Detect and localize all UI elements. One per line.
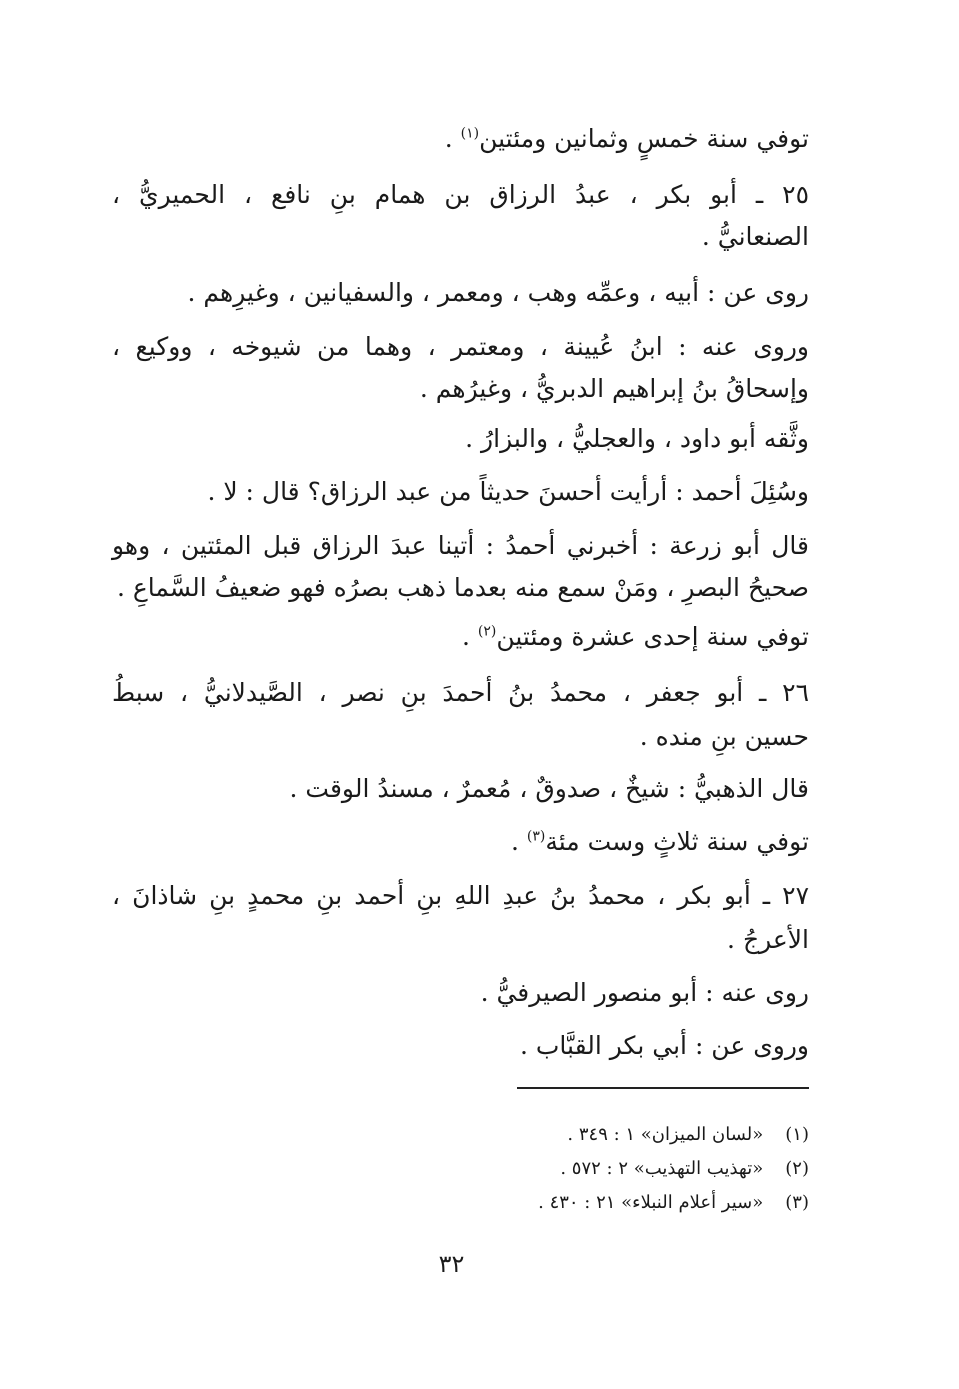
page-number: ٣٢ bbox=[438, 1250, 465, 1278]
text-line: توفي سنة إحدى عشرة ومئتين$^{(٢)}$ . bbox=[461, 622, 809, 651]
text-line: توفي سنة ثلاثٍ وست مئة$^{(٣)}$ . bbox=[510, 827, 809, 856]
text-line: وسُئِلَ أحمد : أرأيت أحسنَ حديثاً من عبد الرزاق؟ قال : لا . bbox=[207, 477, 809, 506]
text-line: وروى عن : أبي بكر القبَّاب . bbox=[520, 1031, 809, 1060]
text-line: قال الذهبيُّ : شيخٌ ، صدوقٌ ، مُعمرٌ ، مسندُ الوقت . bbox=[289, 774, 809, 803]
text-line: حسين بنِ منده . bbox=[639, 722, 809, 751]
text-line: وإسحاقُ بنُ إبراهيم الدبريُّ ، وغيرُهم . bbox=[419, 374, 809, 403]
footnote-ref: (١) bbox=[460, 125, 480, 142]
text-line: توفي سنة خمسٍ وثمانين ومئتين$^{(١)}$ . bbox=[444, 124, 809, 153]
footnote-separator bbox=[517, 1087, 809, 1089]
entry-heading-25: ٢٥ ـ أبو بكر ، عبدُ الرزاق بن همام بنِ نافع ، الحميريُّ ، bbox=[112, 180, 809, 209]
text-line: الأعرجُ . bbox=[727, 925, 809, 954]
entry-heading-26: ٢٦ ـ أبو جعفر ، محمدُ بنُ أحمدَ بنِ نصر ، الصَّيدلانيُّ ، سبطُ bbox=[112, 678, 809, 707]
footnote: (٢)«تهذيب التهذيب» ٢ : ٥٧٢ . bbox=[560, 1158, 809, 1179]
text-line: روى عن : أبيه ، وعمِّه وهب ، ومعمر ، والسفيانين ، وغيرِهم . bbox=[187, 278, 809, 307]
text-line: قال أبو زرعة : أخبرني أحمدُ : أتينا عبدَ الرزاق قبل المئتين ، وهو bbox=[112, 531, 809, 560]
footnote: (١)«لسان الميزان» ١ : ٣٤٩ . bbox=[567, 1124, 809, 1145]
footnote-ref: (٣) bbox=[526, 828, 546, 845]
footnote: (٣)«سير أعلام النبلاء» ٢١ : ٤٣٠ . bbox=[538, 1192, 809, 1213]
text-line: الصنعانيُّ . bbox=[701, 222, 809, 251]
text-line: وروى عنه : ابنُ عُيينة ، ومعتمر ، وهما من شيوخه ، ووكيع ، bbox=[112, 332, 809, 361]
text-line: روى عنه : أبو منصور الصيرفيُّ . bbox=[480, 978, 809, 1007]
text-line: وثَّقه أبو داود ، والعجليُّ ، والبزارُ . bbox=[465, 424, 809, 453]
footnote-ref: (٢) bbox=[477, 623, 497, 640]
entry-heading-27: ٢٧ ـ أبو بكر ، محمدُ بنُ عبدِ اللهِ بنِ أحمد بنِ محمدٍ بنِ شاذانَ ، bbox=[112, 881, 809, 910]
text-line: صحيحُ البصرِ ، ومَنْ سمع منه بعدما ذهب بصرُه فهو ضعيفُ السَّماعِ . bbox=[116, 573, 809, 602]
